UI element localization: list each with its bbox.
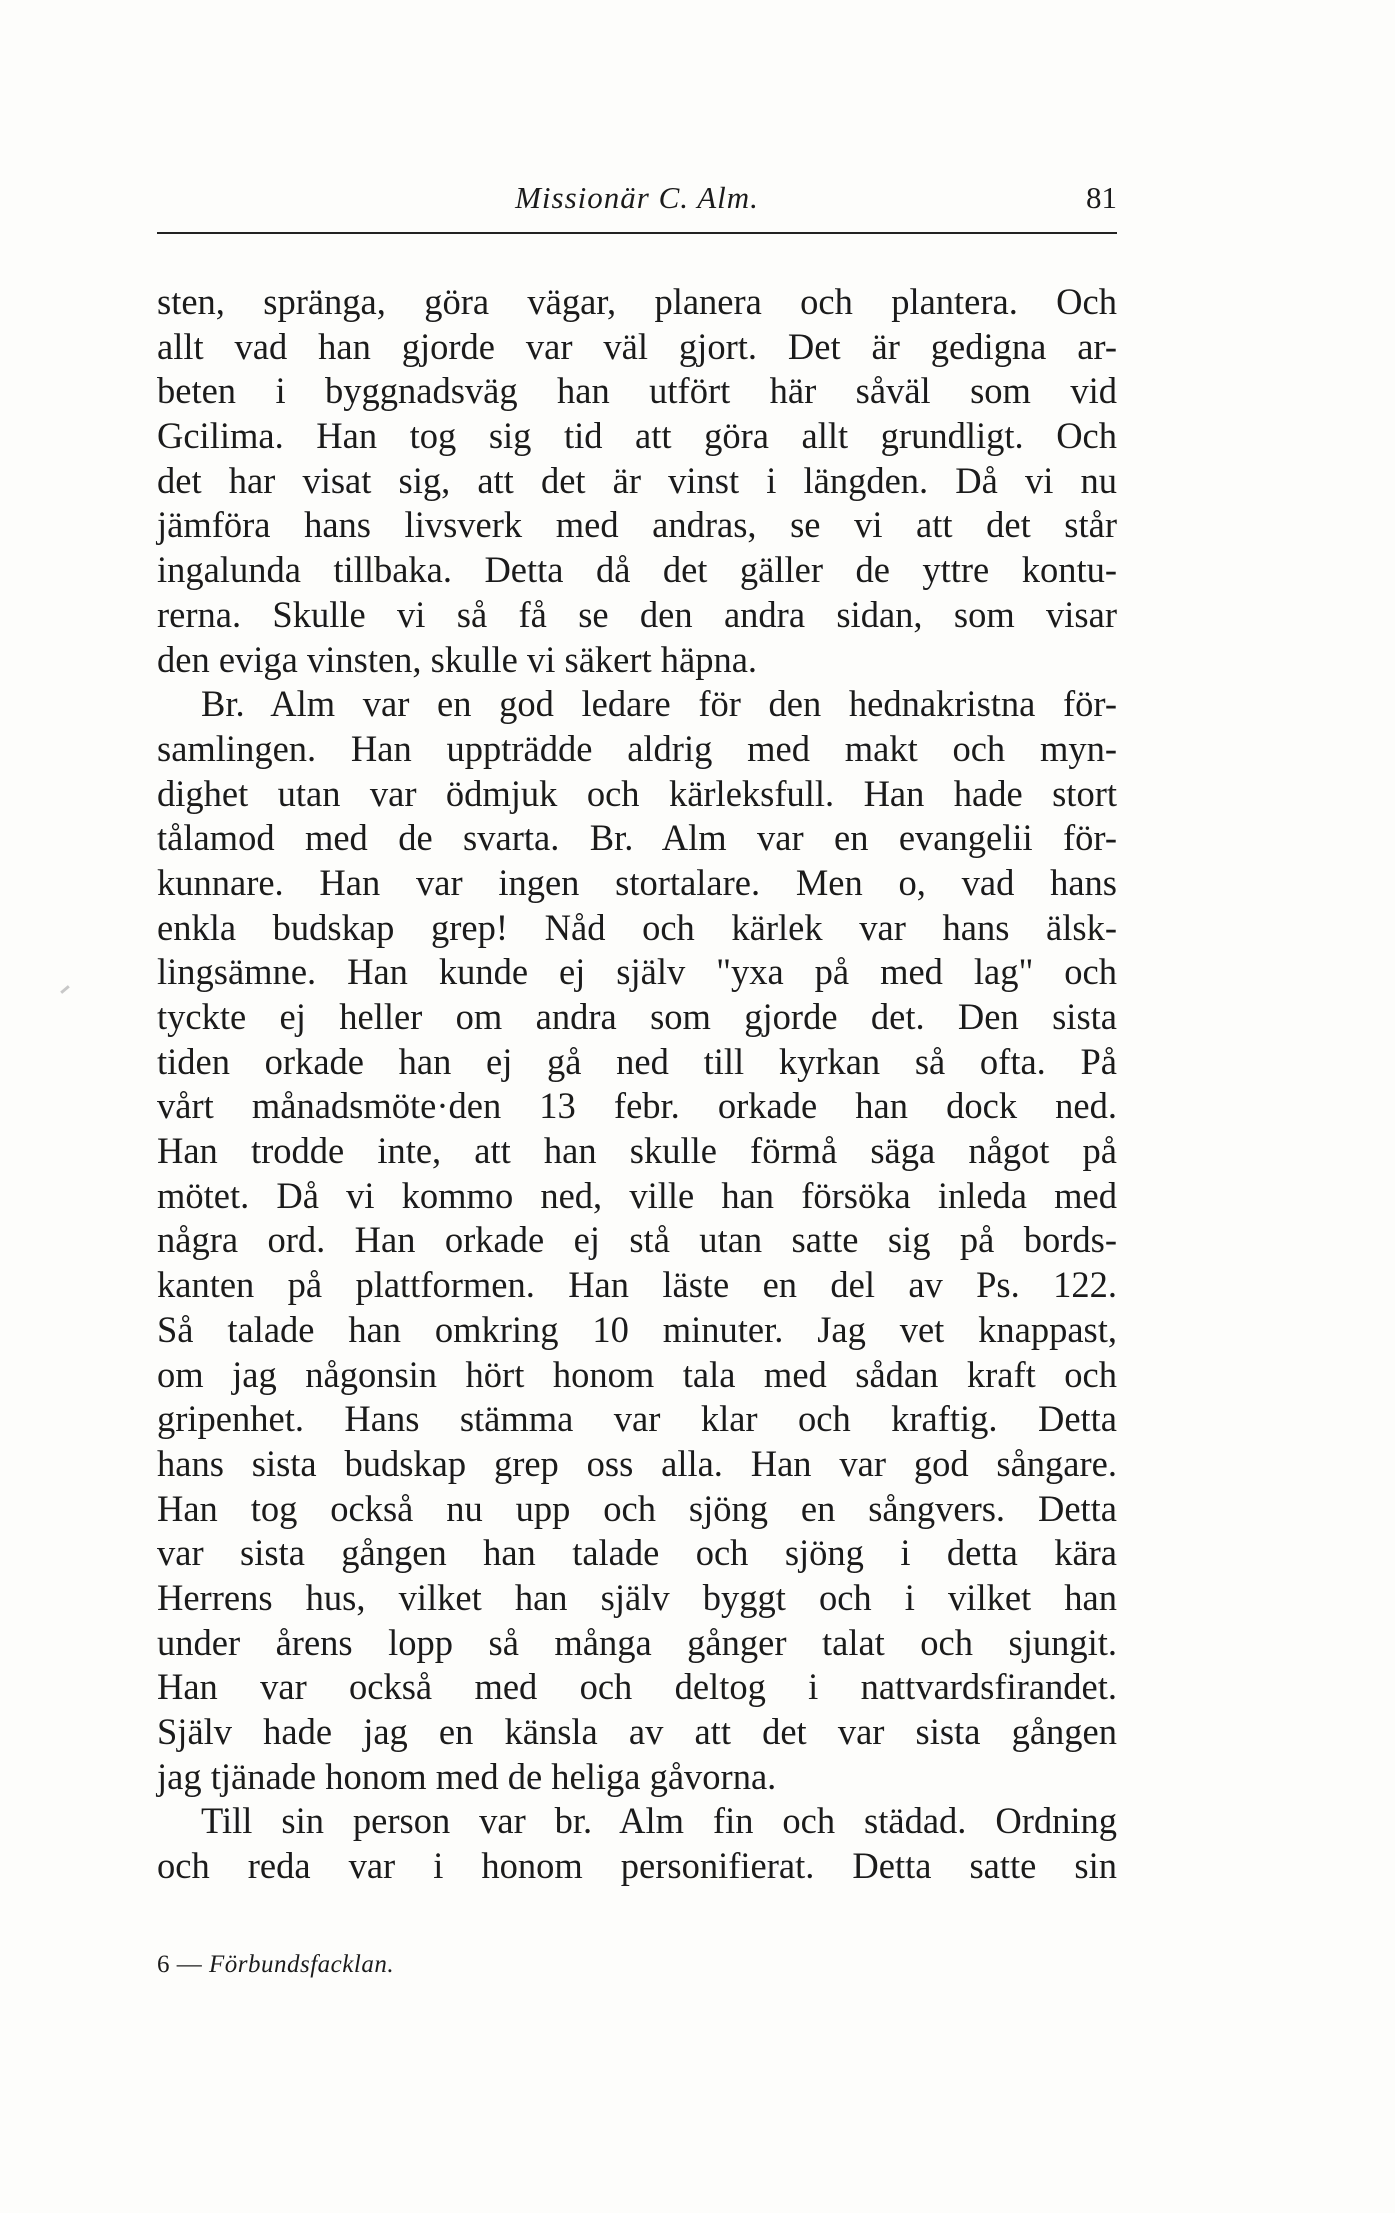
text-line: några ord. Han orkade ej stå utan satte sig på bords- [157,1219,1117,1261]
text-line: kunnare. Han var ingen stortalare. Men o, vad hans [157,861,1117,903]
text-line: jämföra hans livsverk med andras, se vi att det står [157,504,1117,546]
text-line: och reda var i honom personifierat. Detta satte sin [157,1845,1117,1887]
signature-number: 6 [157,1951,170,1978]
text-line: Till sin person var br. Alm fin och städad. Ordning [201,1800,1117,1842]
text-line: mötet. Då vi kommo ned, ville han försöka inleda med [157,1174,1117,1216]
printer-signature-mark [157,1951,394,1979]
text-line: sten, spränga, göra vägar, planera och plantera. Och [157,281,1117,322]
text-line: Han trodde inte, att han skulle förmå säga något på [157,1130,1117,1172]
text-line: tålamod med de svarta. Br. Alm var en evangelii för- [157,817,1117,859]
text-line: Br. Alm var en god ledare för den hednakristna för- [201,683,1117,725]
text-line: jag tjänade honom med de heliga gåvorna. [157,1755,777,1797]
text-line: den eviga vinsten, skulle vi säkert häpna. [157,638,758,680]
text-line: Han var också med och deltog i nattvardsfirandet. [157,1666,1117,1708]
text-line: Gcilima. Han tog sig tid att göra allt grundligt. Och [157,415,1117,457]
text-line: hans sista budskap grep oss alla. Han var god sångare. [157,1442,1117,1484]
body-text [157,280,1117,1889]
header-rule [157,232,1117,234]
page-header [157,172,1117,232]
text-line: enkla budskap grep! Nåd och kärlek var hans älsk- [157,906,1117,948]
running-title: Missionär C. Alm. [515,180,759,215]
signature-dash: — [176,1951,203,1978]
text-line: var sista gången han talade och sjöng i detta kära [157,1532,1117,1574]
text-line: tyckte ej heller om andra som gjorde det. Den sista [157,996,1117,1037]
text-line: rerna. Skulle vi så få se den andra sidan, som visar [157,593,1117,635]
signature-title: Förbundsfacklan. [209,1951,395,1978]
text-line: samlingen. Han uppträdde aldrig med makt och myn- [157,727,1117,769]
text-line: Herrens hus, vilket han själv byggt och i vilket han [157,1576,1117,1618]
text-line: det har visat sig, att det är vinst i längden. Då vi nu [157,459,1117,501]
text-line: Så talade han omkring 10 minuter. Jag vet knappast, [157,1308,1117,1350]
text-line: kanten på plattformen. Han läste en del av Ps. 122. [157,1264,1117,1306]
text-line: ingalunda tillbaka. Detta då det gäller de yttre kontu- [157,549,1117,591]
text-line: under årens lopp så många gånger talat och sjungit. [157,1621,1117,1663]
text-line: Själv hade jag en känsla av att det var sista gången [157,1711,1117,1752]
text-line: gripenhet. Hans stämma var klar och kraftig. Detta [157,1398,1117,1440]
text-line: vårt månadsmöte·den 13 febr. orkade han dock ned. [157,1085,1117,1127]
text-line: om jag någonsin hört honom tala med sådan kraft och [157,1353,1117,1395]
page-number: 81 [1086,180,1117,215]
text-line: allt vad han gjorde var väl gjort. Det är gedigna ar- [157,325,1117,367]
book-page [157,172,1117,1889]
text-line: tiden orkade han ej gå ned till kyrkan så ofta. På [157,1040,1117,1082]
margin-speck [60,985,70,994]
text-line: beten i byggnadsväg han utfört här såväl som vid [157,370,1117,412]
text-line: Han tog också nu upp och sjöng en sångvers. Detta [157,1487,1117,1529]
text-line: lingsämne. Han kunde ej själv "yxa på med lag" och [157,951,1117,993]
text-line: dighet utan var ödmjuk och kärleksfull. Han hade stort [157,772,1117,814]
